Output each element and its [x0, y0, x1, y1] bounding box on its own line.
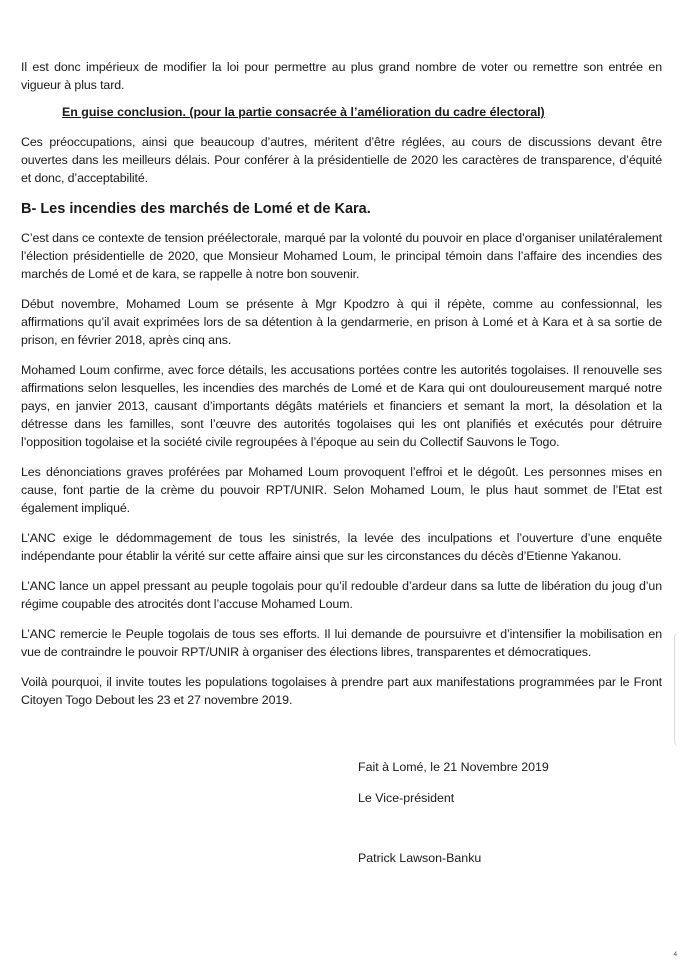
paragraph-denunciations: Les dénonciations graves proférées par Mohamed Loum provoquent l’effroi et le dégoût. Les personnes mises en cause, font partie de la crème du pouvoir RPT/UNIR. Selon Mohamed Loum, le plus haut sommet de l’Etat est également impliqué. [21, 465, 662, 515]
paragraph-accusations: Mohamed Loum confirme, avec force détails, les accusations portées contre les autorités togolaises. Il renouvelle ses affirmations selon lesquelles, les incendies des marchés de Lomé et de Kara qui ont douloureusement marqué notre pays, en janvier 2013, causant d’importants dégâts matériels et financiers et semant la mort, la désolation et la détresse dans les familles, sont l’œuvre des autorités togolaises qui les ont planifiés et exécutés pour détruire l’opposition togolaise et la société civile regroupées à l’époque au sein du Collectif Sauvons le Togo. [21, 363, 662, 449]
paragraph-conclusion: Ces préoccupations, ainsi que beaucoup d’autres, méritent d’être réglées, au cours de discussions devant être ouvertes dans les meilleurs délais. Pour conférer à la présidentielle de 2020 les caractères de transparence, d’équité et donc, d’acceptabilité. [21, 135, 662, 185]
paragraph-anc-demands: L’ANC exige le dédommagement de tous les sinistrés, la levée des inculpations et l’ouverture d’une enquête indépendante pour établir la vérité sur cette affaire ainsi que sur les circonstances du décès d’Etienne Yakanou. [21, 531, 662, 563]
signature-role: Le Vice-président [358, 791, 455, 805]
subheading-conclusion: En guise conclusion. (pour la partie consacrée à l’amélioration du cadre électoral) [62, 105, 545, 119]
page-edge-shadow [674, 632, 681, 747]
paragraph-anc-appeal: L’ANC lance un appel pressant au peuple togolais pour qu’il redouble d’ardeur dans sa lutte de libération du joug d’un régime coupable des atrocités dont l’accuse Mohamed Loum. [21, 579, 662, 611]
document-body [21, 58, 662, 721]
page-number: 4 [673, 952, 677, 958]
paragraph-invitation: Voilà pourquoi, il invite toutes les populations togolaises à prendre part aux manifestations programmées par le Front Citoyen Togo Debout les 23 et 27 novembre 2019. [21, 675, 662, 707]
section-title: B- Les incendies des marchés de Lomé et de Kara. [21, 201, 371, 217]
signature-place-date: Fait à Lomé, le 21 Novembre 2019 [358, 760, 549, 774]
paragraph-intro: Il est donc impérieux de modifier la loi pour permettre au plus grand nombre de voter ou remettre son entrée en vigueur à plus tard. [21, 60, 662, 92]
signature-name: Patrick Lawson-Banku [358, 851, 482, 865]
paragraph-context: C’est dans ce contexte de tension préélectorale, marqué par la volonté du pouvoir en place d’organiser unilatéralement l’élection présidentielle de 2020, que Monsieur Mohamed Loum, le principal témoin dans l’affaire des incendies des marchés de Lomé et de kara, se rappelle à notre bon souvenir. [21, 231, 662, 281]
paragraph-anc-thanks: L’ANC remercie le Peuple togolais de tous ses efforts. Il lui demande de poursuivre et d’intensifier la mobilisation en vue de contraindre le pouvoir RPT/UNIR à organiser des élections libres, transparentes et démocratiques. [21, 627, 662, 659]
paragraph-november: Début novembre, Mohamed Loum se présente à Mgr Kpodzro à qui il répète, comme au confessionnal, les affirmations qu’il avait exprimées lors de sa détention à la gendarmerie, en prison à Lomé et à Kara et à sa sortie de prison, en février 2018, après cinq ans. [21, 297, 662, 347]
